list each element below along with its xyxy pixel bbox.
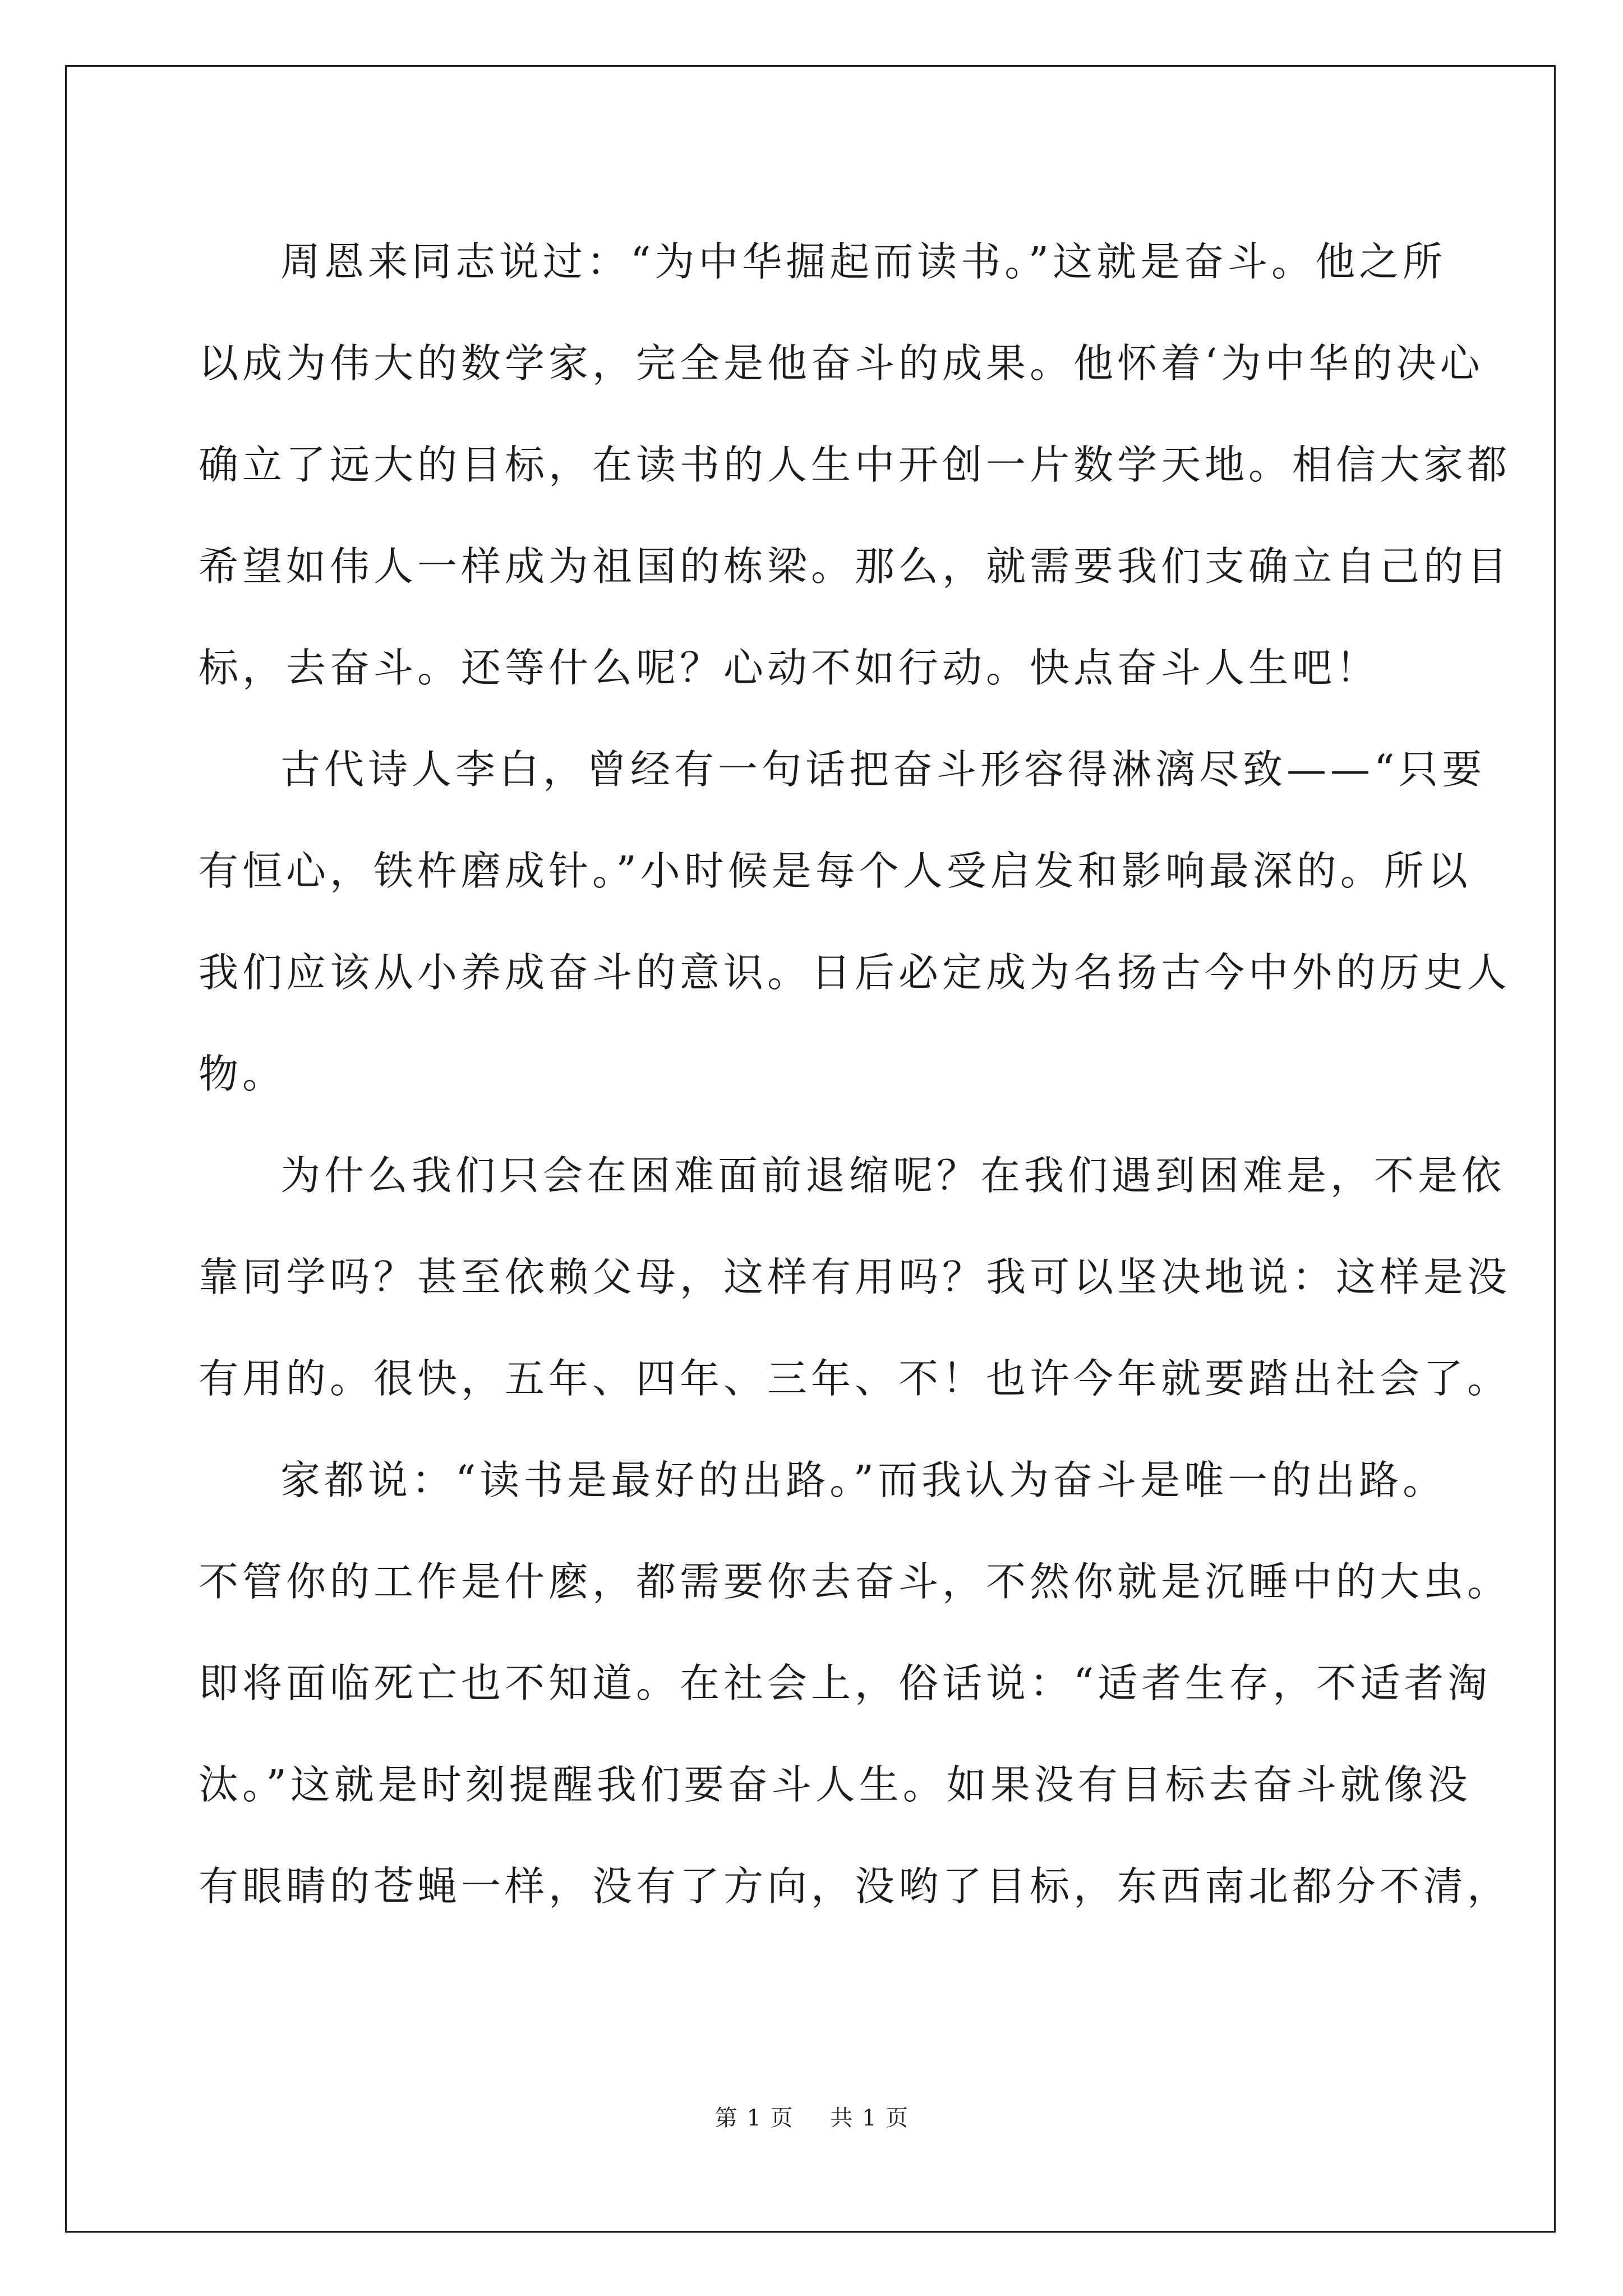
page-total: 共 1 页 bbox=[830, 2105, 909, 2131]
text-line: 我们应该从小养成奋斗的意识。日后必定成为名扬古今中外的历史人 bbox=[199, 949, 1511, 996]
text-line: 周恩来同志说过：“为中华掘起而读书。”这就是奋斗。他之所 bbox=[280, 238, 1447, 285]
text-line: 不管你的工作是什麽，都需要你去奋斗，不然你就是沉睡中的大虫。 bbox=[199, 1558, 1511, 1605]
text-line: 标，去奋斗。还等什么呢？心动不如行动。快点奋斗人生吧！ bbox=[199, 645, 1380, 691]
text-line: 古代诗人李白，曾经有一句话把奋斗形容得淋漓尽致——“只要 bbox=[280, 746, 1486, 793]
text-line: 确立了远大的目标，在读书的人生中开创一片数学天地。相信大家都 bbox=[199, 441, 1511, 488]
page-number: 第 1 页 bbox=[714, 2105, 793, 2131]
text-line: 以成为伟大的数学家，完全是他奋斗的成果。他怀着‘为中华的决心 bbox=[199, 340, 1484, 386]
document-body bbox=[199, 211, 1511, 1937]
text-line: 希望如伟人一样成为祖国的栋梁。那么，就需要我们支确立自己的目 bbox=[199, 543, 1511, 590]
paragraph-3 bbox=[199, 1125, 1511, 1429]
paragraph-1 bbox=[199, 211, 1511, 719]
paragraph-2 bbox=[199, 719, 1511, 1125]
text-line: 汰。”这就是时刻提醒我们要奋斗人生。如果没有目标去奋斗就像没 bbox=[199, 1761, 1472, 1808]
text-line: 即将面临死亡也不知道。在社会上，俗话说：“适者生存，不适者淘 bbox=[199, 1660, 1492, 1706]
text-line: 有恒心，铁杵磨成针。”小时候是每个人受启发和影响最深的。所以 bbox=[199, 848, 1472, 894]
text-line: 有眼睛的苍蝇一样，没有了方向，没哟了目标，东西南北都分不清， bbox=[199, 1863, 1511, 1910]
text-line: 家都说：“读书是最好的出路。”而我认为奋斗是唯一的出路。 bbox=[280, 1457, 1447, 1503]
text-line: 为什么我们只会在困难面前退缩呢？在我们遇到困难是，不是依 bbox=[280, 1152, 1506, 1199]
text-line: 有用的。很快，五年、四年、三年、不！也许今年就要踏出社会了。 bbox=[199, 1355, 1511, 1402]
text-line: 物。 bbox=[199, 1051, 287, 1097]
text-line: 靠同学吗？甚至依赖父母，这样有用吗？我可以坚决地说：这样是没 bbox=[199, 1254, 1511, 1300]
page-footer bbox=[0, 2100, 1623, 2132]
paragraph-4 bbox=[199, 1429, 1511, 1937]
